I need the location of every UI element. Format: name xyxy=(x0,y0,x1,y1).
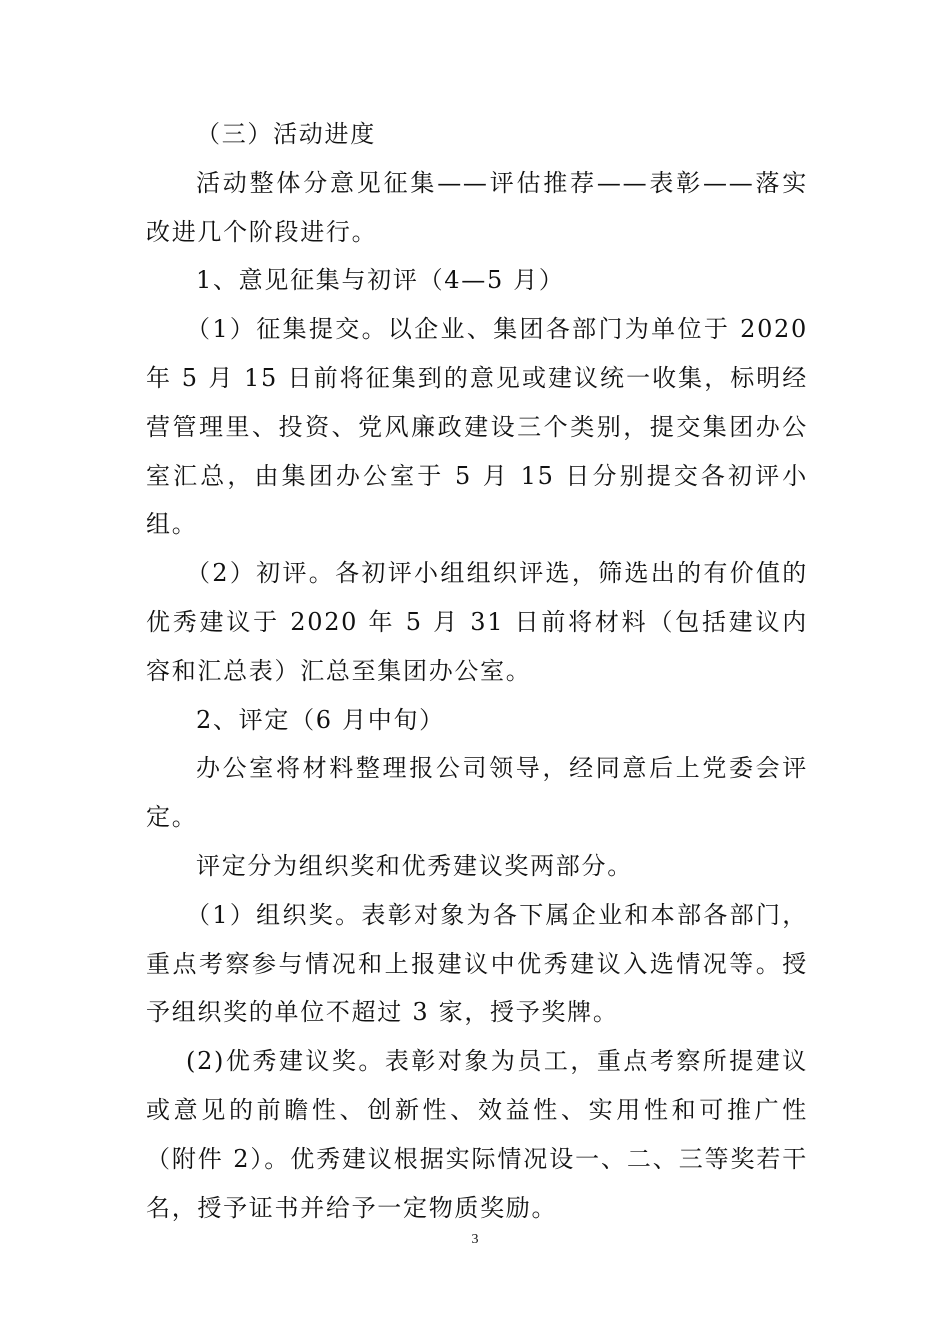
subheading-collection-initial-review: 1、意见征集与初评（4—5 月） xyxy=(196,266,565,295)
paragraph-organization-award: （1）组织奖。表彰对象为各下属企业和本部各部门，重点考察参与情况和上报建议中优秀建议入选情况等。授予组织奖的单位不超过 3 家，授予奖牌。 xyxy=(146,900,808,1027)
subheading-evaluation: 2、评定（6 月中旬） xyxy=(196,705,445,734)
paragraph-award-categories: 评定分为组织奖和优秀建议奖两部分。 xyxy=(196,851,633,880)
paragraph-initial-review: （2）初评。各初评小组组织评选，筛选出的有价值的优秀建议于 2020 年 5 月 31 日前将材料（包括建议内容和汇总表）汇总至集团办公室。 xyxy=(146,559,808,685)
paragraph-excellent-suggestion-award: (2)优秀建议奖。表彰对象为员工，重点考察所提建议或意见的前瞻性、创新性、效益性、实用性和可推广性（附件 2）。优秀建议根据实际情况设一、二、三等奖若干名，授予证书并给予一定物质奖励。 xyxy=(146,1047,808,1222)
paragraph-collection-submission: （1）征集提交。以企业、集团各部门为单位于 2020 年 5 月 15 日前将征集到的意见或建议统一收集，标明经营管理里、投资、党风廉政建设三个类别，提交集团办公室汇总，由集团办公室于 5 月 15 日分别提交各初评小组。 xyxy=(146,315,818,539)
section-heading-activity-progress: （三）活动进度 xyxy=(196,120,376,148)
page-number: 3 xyxy=(471,1232,479,1247)
body-text xyxy=(146,110,818,1232)
paragraph-evaluation-process: 办公室将材料整理报公司领导，经同意后上党委会评定。 xyxy=(146,754,808,832)
paragraph-overview: 活动整体分意见征集——评估推荐——表彰——落实改进几个阶段进行。 xyxy=(146,168,808,246)
